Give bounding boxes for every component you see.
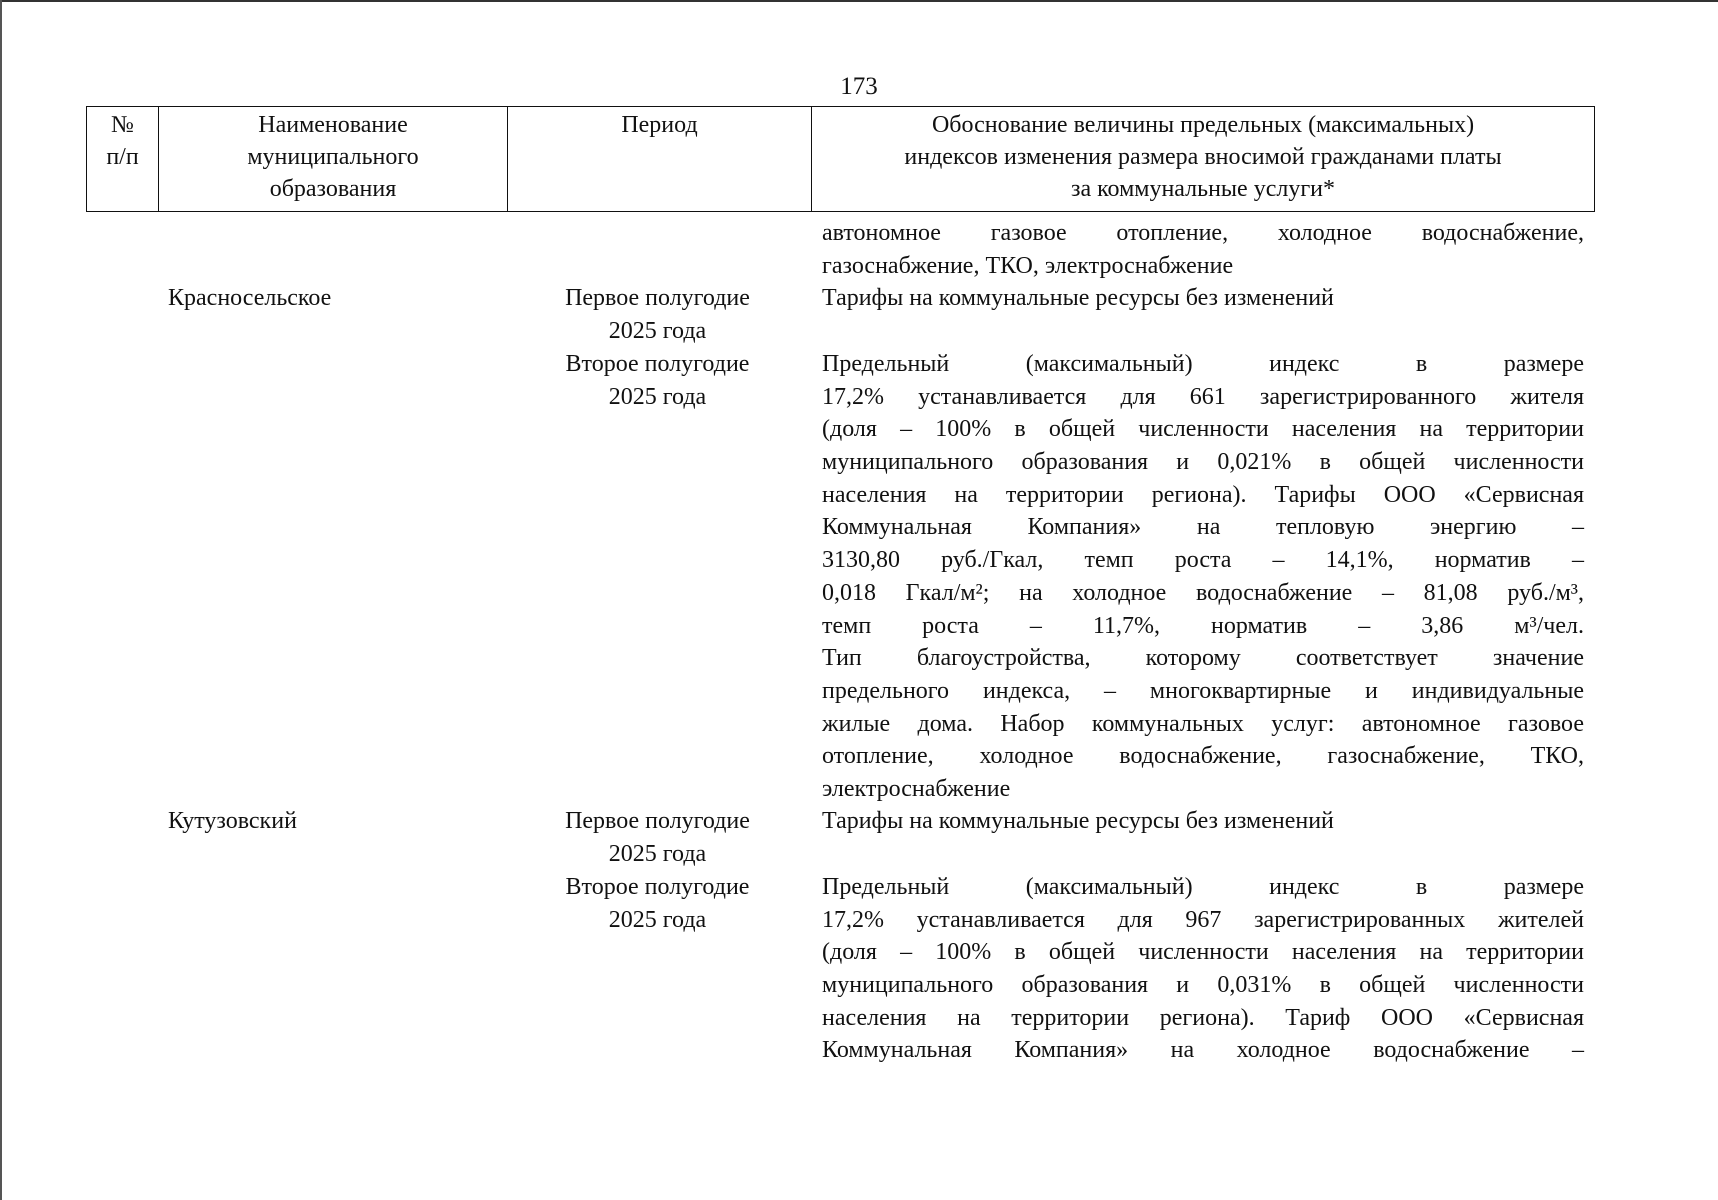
text-line: Тарифы на коммунальные ресурсы без изменений: [822, 808, 1334, 834]
period-label: Первое полугодие 2025 года: [565, 285, 750, 344]
municipality-name: Красносельское: [168, 285, 332, 311]
text-line: автономное газовое отопление, холодное водоснабжение,: [822, 220, 1584, 246]
municipality-name: Кутузовский: [168, 808, 297, 834]
text-line: 17,2% устанавливается для 967 зарегистрированных жителей: [822, 906, 1584, 933]
text-line: 0,018 Гкал/м²; на холодное водоснабжение – 81,08 руб./м³,: [822, 579, 1584, 606]
text-line: темп роста – 11,7%, норматив – 3,86 м³/чел.: [822, 612, 1584, 639]
text-line: Тип благоустройства, которому соответствует значение: [822, 645, 1584, 672]
scan-edge-top: [0, 0, 1718, 2]
period-label: Второе полугодие 2025 года: [565, 351, 750, 410]
justification-text: [822, 805, 1584, 838]
justification-text: [822, 282, 1584, 315]
text-line: Коммунальная Компания» на тепловую энергию –: [822, 514, 1584, 541]
header-col-justification: Обоснование величины предельных (максимальных) индексов изменения размера вносимой гражданами платы за коммунальные услуги*: [812, 107, 1595, 212]
header-col-period: Период: [508, 107, 812, 212]
text-line: электроснабжение: [822, 775, 1011, 802]
text-line: (доля – 100% в общей численности населения на территории: [822, 939, 1584, 966]
continuation-text: [822, 217, 1584, 282]
text-line: (доля – 100% в общей численности населения на территории: [822, 416, 1584, 443]
text-line: муниципального образования и 0,031% в общей численности: [822, 972, 1584, 999]
page-number: 173: [840, 73, 878, 100]
scan-edge-left: [0, 0, 2, 1200]
text-line: Тарифы на коммунальные ресурсы без изменений: [822, 285, 1334, 311]
header-col-municipality: Наименование муниципального образования: [159, 107, 508, 212]
text-line: отопление, холодное водоснабжение, газоснабжение, ТКО,: [822, 743, 1584, 770]
text-line: Предельный (максимальный) индекс в размере: [822, 351, 1584, 377]
text-line: муниципального образования и 0,021% в общей численности: [822, 449, 1584, 476]
text-line: газоснабжение, ТКО, электроснабжение: [822, 252, 1234, 279]
justification-text: [822, 348, 1584, 806]
text-line: населения на территории региона). Тарифы ООО «Сервисная: [822, 481, 1584, 508]
header-col-number: № п/п: [87, 107, 159, 212]
text-line: Предельный (максимальный) индекс в размере: [822, 874, 1584, 900]
table-header: [86, 106, 1595, 212]
justification-text: [822, 871, 1584, 1067]
period-label: Первое полугодие 2025 года: [565, 808, 750, 867]
text-line: 3130,80 руб./Гкал, темп роста – 14,1%, норматив –: [822, 547, 1584, 574]
text-line: Коммунальная Компания» на холодное водоснабжение –: [822, 1037, 1584, 1064]
text-line: жилые дома. Набор коммунальных услуг: автономное газовое: [822, 710, 1584, 737]
text-line: населения на территории региона). Тариф ООО «Сервисная: [822, 1004, 1584, 1031]
period-label: Второе полугодие 2025 года: [565, 874, 750, 933]
text-line: 17,2% устанавливается для 661 зарегистрированного жителя: [822, 383, 1584, 410]
text-line: предельного индекса, – многоквартирные и индивидуальные: [822, 677, 1584, 704]
